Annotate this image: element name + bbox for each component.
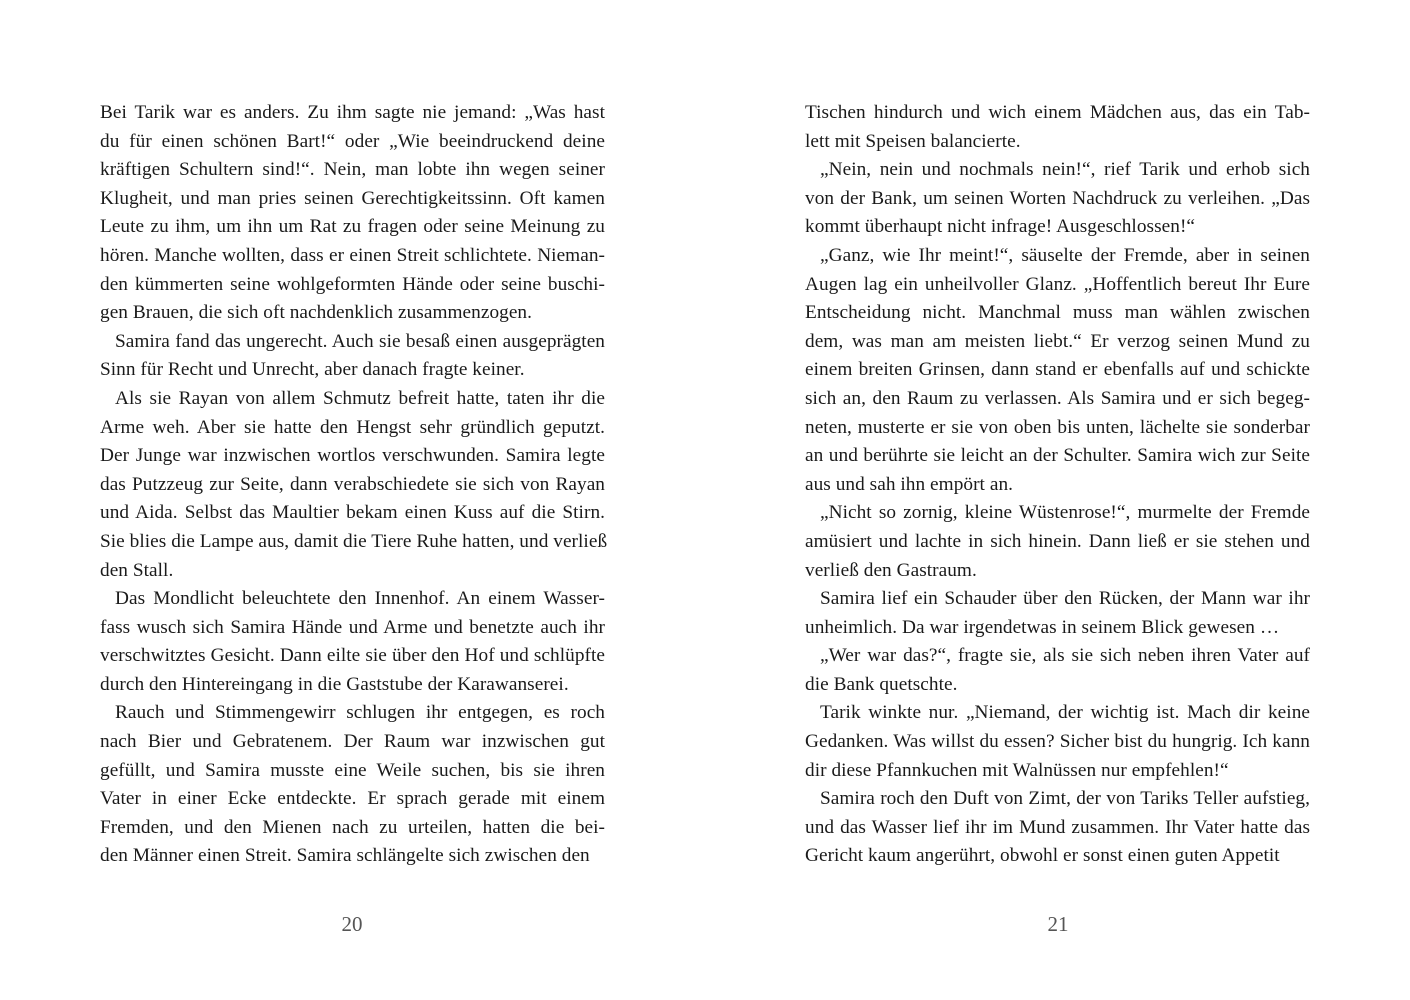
text-line: Leute zu ihm, um ihn um Rat zu fragen oder seine Meinung zu [100,216,605,238]
right-page-text [805,99,1310,899]
text-line: Samira lief ein Schauder über den Rücken, der Mann war ihr [820,588,1310,610]
text-line: Samira roch den Duft von Zimt, der von Tariks Teller aufstieg, [820,788,1310,810]
text-line: Als sie Rayan von allem Schmutz befreit hatte, taten ihr die [115,387,605,409]
text-line: unheimlich. Da war irgendetwas in seinem Blick gewesen … [805,616,1280,638]
text-line: Vater in einer Ecke entdeckte. Er sprach gerade mit einem [100,788,605,810]
text-line: und das Wasser lief ihr im Mund zusammen. Ihr Vater hatte das [805,816,1310,838]
text-line: Bei Tarik war es anders. Zu ihm sagte nie jemand: „Was hast [100,102,605,123]
text-line: Klugheit, und man pries seinen Gerechtigkeitssinn. Oft kamen [100,187,605,209]
text-line: gefüllt, und Samira musste eine Weile suchen, bis sie ihren [100,759,605,781]
text-line: das Putzzeug zur Seite, dann verabschiedete sie sich von Rayan [100,473,605,495]
text-line: Gericht kaum angerührt, obwohl er sonst einen guten Appetit [805,845,1280,867]
text-line: Samira fand das ungerecht. Auch sie besaß einen ausgeprägten [115,330,605,352]
text-line: „Nicht so zornig, kleine Wüstenrose!“, murmelte der Fremde [820,502,1310,524]
text-line: durch den Hintereingang in die Gaststube der Karawanserei. [100,673,569,695]
text-line: hören. Manche wollten, dass er einen Streit schlichtete. Nieman- [100,244,605,266]
text-line: den Stall. [100,559,174,581]
text-line: dem, was man am meisten liebt.“ Er verzog seinen Mund zu [805,330,1310,352]
text-line: den Männer einen Streit. Samira schlängelte sich zwischen den [100,845,590,867]
text-line: den kümmerten seine wohlgeformten Hände oder seine buschi- [100,273,605,295]
text-line: die Bank quetschte. [805,673,958,695]
text-line: gen Brauen, die sich oft nachdenklich zusammenzogen. [100,302,532,324]
text-line: an und berührte sie leicht an der Schulter. Samira wich zur Seite [805,445,1310,467]
text-line: sich an, den Raum zu verlassen. Als Samira und er sich begeg- [805,387,1310,409]
page-number-right: 21 [1047,912,1069,936]
text-line: einem breiten Grinsen, dann stand er ebenfalls auf und schickte [805,359,1310,381]
text-line: Entscheidung nicht. Manchmal muss man wählen zwischen [805,302,1310,324]
text-line: „Nein, nein und nochmals nein!“, rief Tarik und erhob sich [820,159,1310,181]
text-line: Sie blies die Lampe aus, damit die Tiere Ruhe hatten, und verließ [100,530,608,552]
text-line: nach Bier und Gebratenem. Der Raum war inzwischen gut [100,731,605,753]
text-line: Arme weh. Aber sie hatte den Hengst sehr gründlich geputzt. [100,416,605,438]
left-page-text [100,99,608,899]
text-line: dir diese Pfannkuchen mit Walnüssen nur empfehlen!“ [805,759,1229,781]
text-line: lett mit Speisen balancierte. [805,130,1021,152]
text-line: du für einen schönen Bart!“ oder „Wie beeindruckend deine [100,130,605,152]
text-line: Augen lag ein unheilvoller Glanz. „Hoffentlich bereut Ihr Eure [805,273,1310,295]
text-line: und Aida. Selbst das Maultier bekam einen Kuss auf die Stirn. [100,502,605,524]
text-line: aus und sah ihn empört an. [805,473,1013,495]
text-line: Das Mondlicht beleuchtete den Innenhof. An einem Wasser- [115,588,605,610]
text-line: verließ den Gastraum. [805,559,977,581]
text-line: verschwitztes Gesicht. Dann eilte sie über den Hof und schlüpfte [100,645,605,667]
text-line: kräftigen Schultern sind!“. Nein, man lobte ihn wegen seiner [100,159,605,181]
text-line: „Ganz, wie Ihr meint!“, säuselte der Fremde, aber in seinen [820,244,1310,266]
text-line: neten, musterte er sie von oben bis unten, lächelte sie sonderbar [805,416,1310,438]
text-line: kommt überhaupt nicht infrage! Ausgeschlossen!“ [805,216,1196,238]
text-line: „Wer war das?“, fragte sie, als sie sich neben ihren Vater auf [820,645,1310,667]
text-line: amüsiert und lachte in sich hinein. Dann ließ er sie stehen und [805,530,1310,552]
text-line: Gedanken. Was willst du essen? Sicher bist du hungrig. Ich kann [805,731,1310,753]
text-line: Rauch und Stimmengewirr schlugen ihr entgegen, es roch [115,702,605,724]
text-line: Fremden, und den Mienen nach zu urteilen, hatten die bei- [100,816,605,838]
page-number-left: 20 [341,912,363,936]
text-line: Sinn für Recht und Unrecht, aber danach fragte keiner. [100,359,525,381]
text-line: Der Junge war inzwischen wortlos verschwunden. Samira legte [100,445,605,467]
text-line: von der Bank, um seinen Worten Nachdruck zu verleihen. „Das [805,187,1310,209]
text-line: fass wusch sich Samira Hände und Arme und benetzte auch ihr [100,616,605,638]
text-line: Tarik winkte nur. „Niemand, der wichtig ist. Mach dir keine [820,702,1310,724]
text-line: Tischen hindurch und wich einem Mädchen aus, das ein Tab- [805,102,1310,123]
